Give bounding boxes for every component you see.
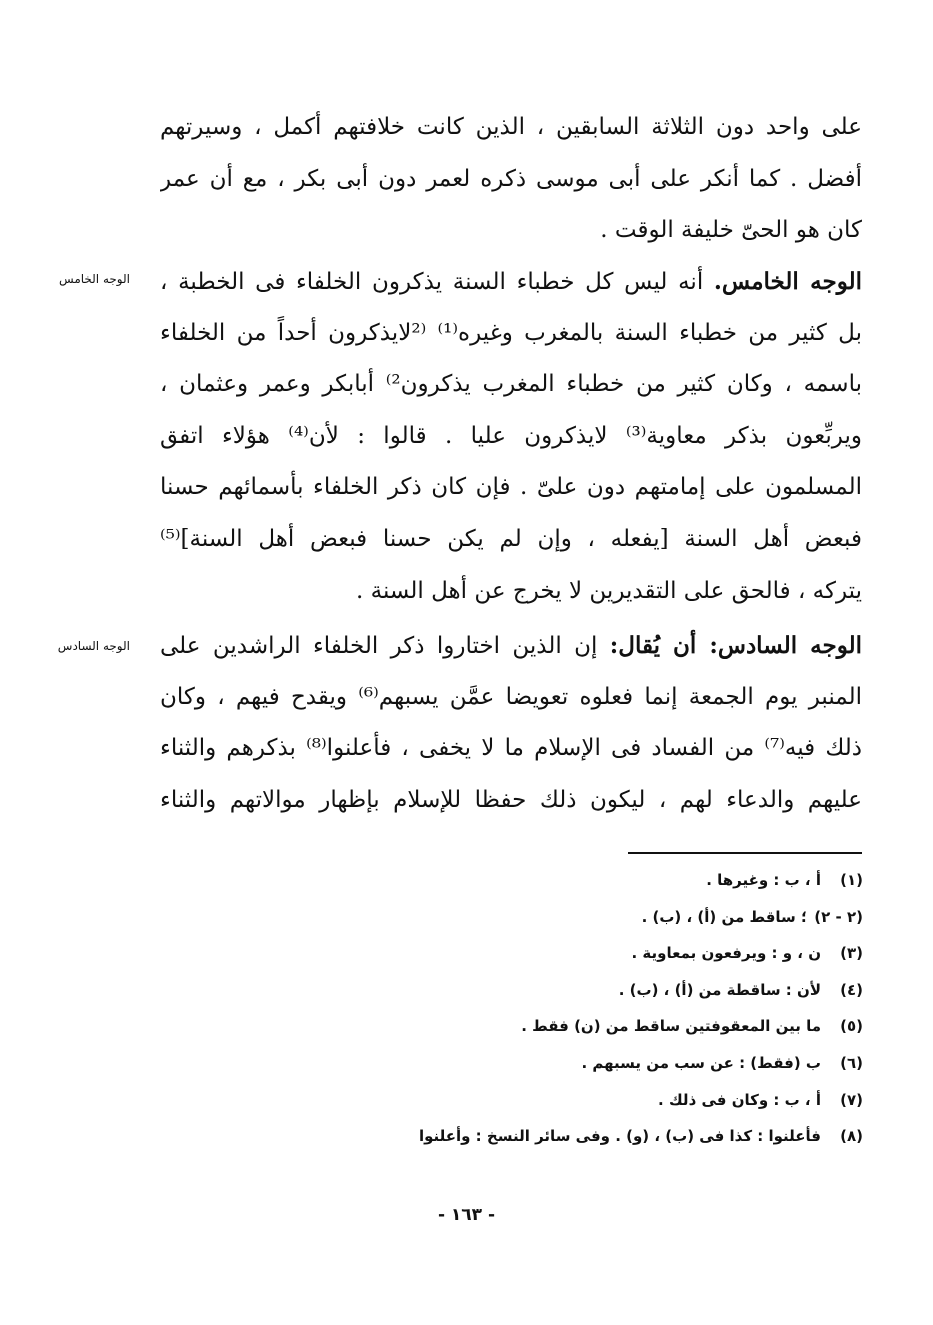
footnote — [303, 972, 863, 1009]
footnote-number: (٨) — [840, 1127, 863, 1146]
margin-note-section-5: الوجه الخامس — [59, 272, 130, 286]
body-line: فبعض أهل السنة [يفعله ، وإن لم يكن حسنا فبعض أهل السنة]⁽⁵⁾ — [160, 525, 862, 552]
body-line: المنبر يوم الجمعة إنما فعلوه تعويضا عمَّن يسبهم⁽⁶⁾ ويقدح فيهم ، وكان — [160, 683, 862, 710]
footnote-text: لأن : ساقطة من (أ) ، (ب) . — [618, 980, 821, 999]
body-line: باسمه ، وكان كثير من خطباء المغرب يذكرون²⁾ أبابكر وعمر وعثمان ، — [160, 371, 862, 398]
footnote-text: ب (فقط) : عن سب من يسبهم . — [581, 1053, 821, 1072]
footnote-number: (٢ - ٢) — [814, 907, 863, 926]
body-line: ذلك فيه⁽⁷⁾ من الفساد فى الإسلام ما لا يخفى ، فأعلنوا⁽⁸⁾ بذكرهم والثناء — [160, 735, 862, 762]
footnote-number: (٣) — [840, 944, 863, 963]
footnote-number: (٤) — [840, 980, 863, 999]
footnote-text: ؛ ساقط من (أ) ، (ب) . — [641, 907, 807, 926]
footnote-text: ن ، و : ويرفعون بمعاوية . — [631, 944, 821, 963]
body-line: أفضل . كما أنكر على أبى موسى ذكره لعمر دون أبى بكر ، مع أن عمر — [160, 165, 862, 192]
opening-paragraph — [160, 102, 862, 257]
footnote — [303, 935, 863, 972]
section-5-first-line — [160, 256, 862, 308]
body-line: يتركه ، فالحق على التقديرين لا يخرج عن أهل السنة . — [355, 577, 862, 604]
body-line: ويربِّعون بذكر معاوية⁽³⁾ لايذكرون عليا . قالوا : لأن⁽⁴⁾ هؤلاء اتفق — [160, 422, 862, 449]
footnote — [303, 1118, 863, 1155]
section-5-heading: الوجه الخامس. — [713, 268, 862, 295]
section-6-paragraph — [160, 620, 862, 826]
footnote-text: أ ، ب : وغيرها . — [706, 871, 821, 889]
footnote — [303, 862, 863, 899]
body-line: عليهم والدعاء لهم ، ليكون ذلك حفظا للإسلام بإظهار موالاتهم والثناء — [160, 786, 862, 813]
footnote-number: (٦) — [840, 1053, 863, 1072]
footnote-separator — [628, 852, 862, 854]
section-5-paragraph — [160, 256, 862, 617]
footnote — [303, 899, 863, 936]
section-6-first-line — [160, 620, 862, 672]
footnote — [303, 1082, 863, 1119]
footnote-number: (٥) — [840, 1017, 863, 1036]
body-text: إن الذين اختاروا ذكر الخلفاء الراشدين على — [160, 633, 598, 659]
footnote-text: ما بين المعقوفتين ساقط من (ن) فقط . — [521, 1017, 821, 1036]
footnote — [303, 1045, 863, 1082]
footnote — [303, 1008, 863, 1045]
body-line: بل كثير من خطباء السنة بالمغرب وغيره⁽¹⁾ ⁽²لايذكرون أحداً من الخلفاء — [160, 319, 862, 346]
footnote-number: (٧) — [840, 1090, 863, 1109]
page-number: - ١٦٣ - — [437, 1205, 496, 1225]
section-6-heading: الوجه السادس: أن يُقال: — [609, 632, 862, 659]
footnote-text: أ ، ب : وكان فى ذلك . — [658, 1090, 821, 1109]
body-line: على واحد دون الثلاثة السابقين ، الذين كانت خلافتهم أكمل ، وسيرتهم — [160, 114, 862, 140]
footnote-text: فأعلنوا : كذا فى (ب) ، (و) . وفى سائر النسخ : وأعلنوا — [418, 1127, 821, 1146]
margin-note-section-6: الوجه السادس — [57, 639, 130, 653]
footnotes — [303, 862, 863, 1155]
footnote-number: (١) — [840, 871, 863, 889]
body-line: كان هو الحىّ خليفة الوقت . — [600, 217, 862, 244]
body-text: أنه ليس كل خطباء السنة يذكرون الخلفاء فى الخطبة ، — [160, 269, 704, 295]
body-line: المسلمون على إمامتهم دون علىّ . فإن كان ذكر الخلفاء بأسمائهم حسنا — [160, 474, 862, 501]
